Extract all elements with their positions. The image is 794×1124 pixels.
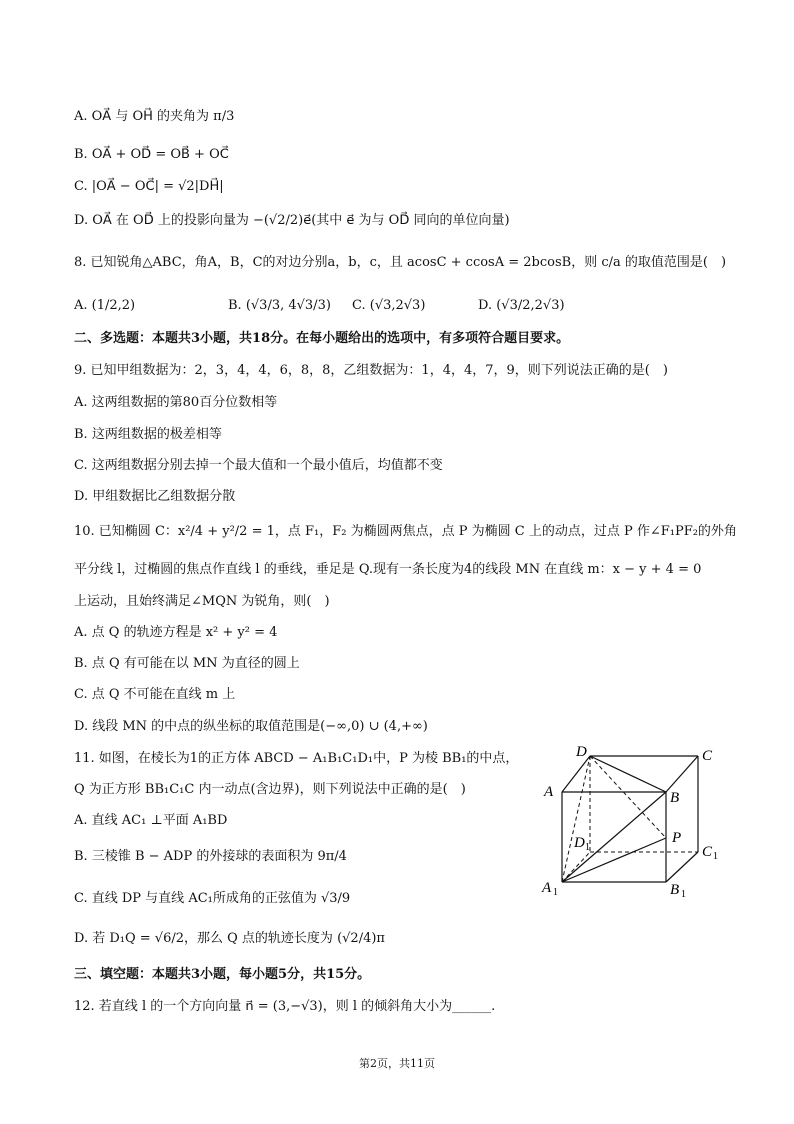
- line-q7d: D. OA⃗ 在 OD⃗ 上的投影向量为 −(√2/2)e⃗(其中 e⃗ 为与 OD⃗ 同向的单位向量): [74, 213, 510, 228]
- line-q10: 10. 已知椭圆 C：x²/4 + y²/2 = 1，点 F₁，F₂ 为椭圆两焦点，点 P 为椭圆 C 上的动点，过点 P 作∠F₁PF₂的外角: [74, 524, 737, 539]
- hidden-line-D-P: [590, 756, 666, 838]
- label-P: P: [672, 830, 682, 846]
- line-q9a: A. 这两组数据的第80百分位数相等: [74, 395, 278, 410]
- q8-option-1: B. (√3/3, 4√3/3): [228, 298, 331, 313]
- line-q11d: D. 若 D₁Q = √6/2，那么 Q 点的轨迹长度为 (√2/4)π: [74, 931, 385, 946]
- line-q12: 12. 若直线 l 的一个方向向量 n⃗ = (3,−√3)，则 l 的倾斜角大小为______.: [74, 999, 496, 1014]
- line-q11: 11. 如图，在棱长为1的正方体 ABCD − A₁B₁C₁D₁中，P 为棱 BB₁的中点，: [74, 751, 519, 766]
- edge-B1-C1: [666, 852, 698, 882]
- line-q11a: A. 直线 AC₁ ⊥平面 A₁BD: [74, 813, 228, 828]
- hidden-edge-A1-D1: [562, 852, 590, 882]
- label-D1: D: [574, 835, 585, 851]
- line-q10l3: 上运动，且始终满足∠MQN 为锐角，则( ): [74, 594, 330, 609]
- label-B: B: [670, 790, 680, 806]
- line-q10c: C. 点 Q 不可能在直线 m 上: [74, 687, 236, 702]
- q8-option-3: D. (√3/2,2√3): [478, 298, 565, 313]
- line-q9: 9. 已知甲组数据为：2，3，4，4，6，8，8，乙组数据为：1，4，4，7，9，则下列说法正确的是( ): [74, 363, 668, 378]
- label-C1: C: [702, 844, 713, 860]
- label-D: D: [576, 744, 587, 760]
- page-footer: 第2页，共11页: [359, 1057, 435, 1070]
- line-sec3: 三、填空题：本题共3小题，每小题5分，共15分。: [74, 967, 371, 982]
- label-C1-sub: 1: [713, 851, 718, 862]
- q8-option-0: A. (1/2,2): [74, 298, 136, 313]
- line-q11b: B. 三棱锥 B − ADP 的外接球的表面积为 9π/4: [74, 849, 347, 864]
- label-C: C: [702, 748, 713, 764]
- line-q10b: B. 点 Q 有可能在以 MN 为直径的圆上: [74, 656, 300, 671]
- line-sec2: 二、多选题：本题共3小题，共18分。在每小题给出的选项中，有多项符合题目要求。: [74, 331, 570, 346]
- label-D1-sub: 1: [585, 842, 590, 853]
- label-A: A: [544, 784, 554, 800]
- line-q9b: B. 这两组数据的极差相等: [74, 427, 222, 442]
- line-q11c: C. 直线 DP 与直线 AC₁所成角的正弦值为 √3/9: [74, 891, 351, 906]
- line-q7c: C. |OA⃗ − OC⃗| = √2|DH⃗|: [74, 179, 224, 194]
- label-A1-sub: 1: [553, 887, 558, 898]
- label-B1-sub: 1: [681, 889, 686, 900]
- line-q9d: D. 甲组数据比乙组数据分散: [74, 489, 236, 504]
- label-A1: A: [542, 880, 552, 896]
- line-q11l2: Q 为正方形 BB₁C₁C 内一动点(含边界)，则下列说法中正确的是( ): [74, 782, 466, 797]
- line-q7b: B. OA⃗ + OD⃗ = OB⃗ + OC⃗: [74, 147, 229, 162]
- line-q9c: C. 这两组数据分别去掉一个最大值和一个最小值后，均值都不变: [74, 458, 443, 473]
- edge-D-A: [562, 756, 590, 792]
- line-q8: 8. 已知锐角△ABC，角A，B，C的对边分别a，b，c，且 acosC + ccosA = 2bcosB，则 c/a 的取值范围是( ): [74, 255, 727, 270]
- q8-option-2: C. (√3,2√3): [352, 298, 426, 313]
- edge-C-B: [666, 756, 698, 792]
- label-B1: B: [670, 882, 680, 898]
- line-q10d: D. 线段 MN 的中点的纵坐标的取值范围是(−∞,0) ∪ (4,+∞): [74, 719, 428, 734]
- line-q10l2: 平分线 l，过椭圆的焦点作直线 l 的垂线，垂足是 Q.现有一条长度为4的线段 MN 在直线 m：x − y + 4 = 0: [74, 562, 702, 577]
- line-D-B: [590, 756, 666, 792]
- cube-figure: [538, 744, 738, 904]
- line-q7a: A. OA⃗ 与 OH⃗ 的夹角为 π/3: [74, 109, 235, 124]
- line-q10a: A. 点 Q 的轨迹方程是 x² + y² = 4: [74, 625, 278, 640]
